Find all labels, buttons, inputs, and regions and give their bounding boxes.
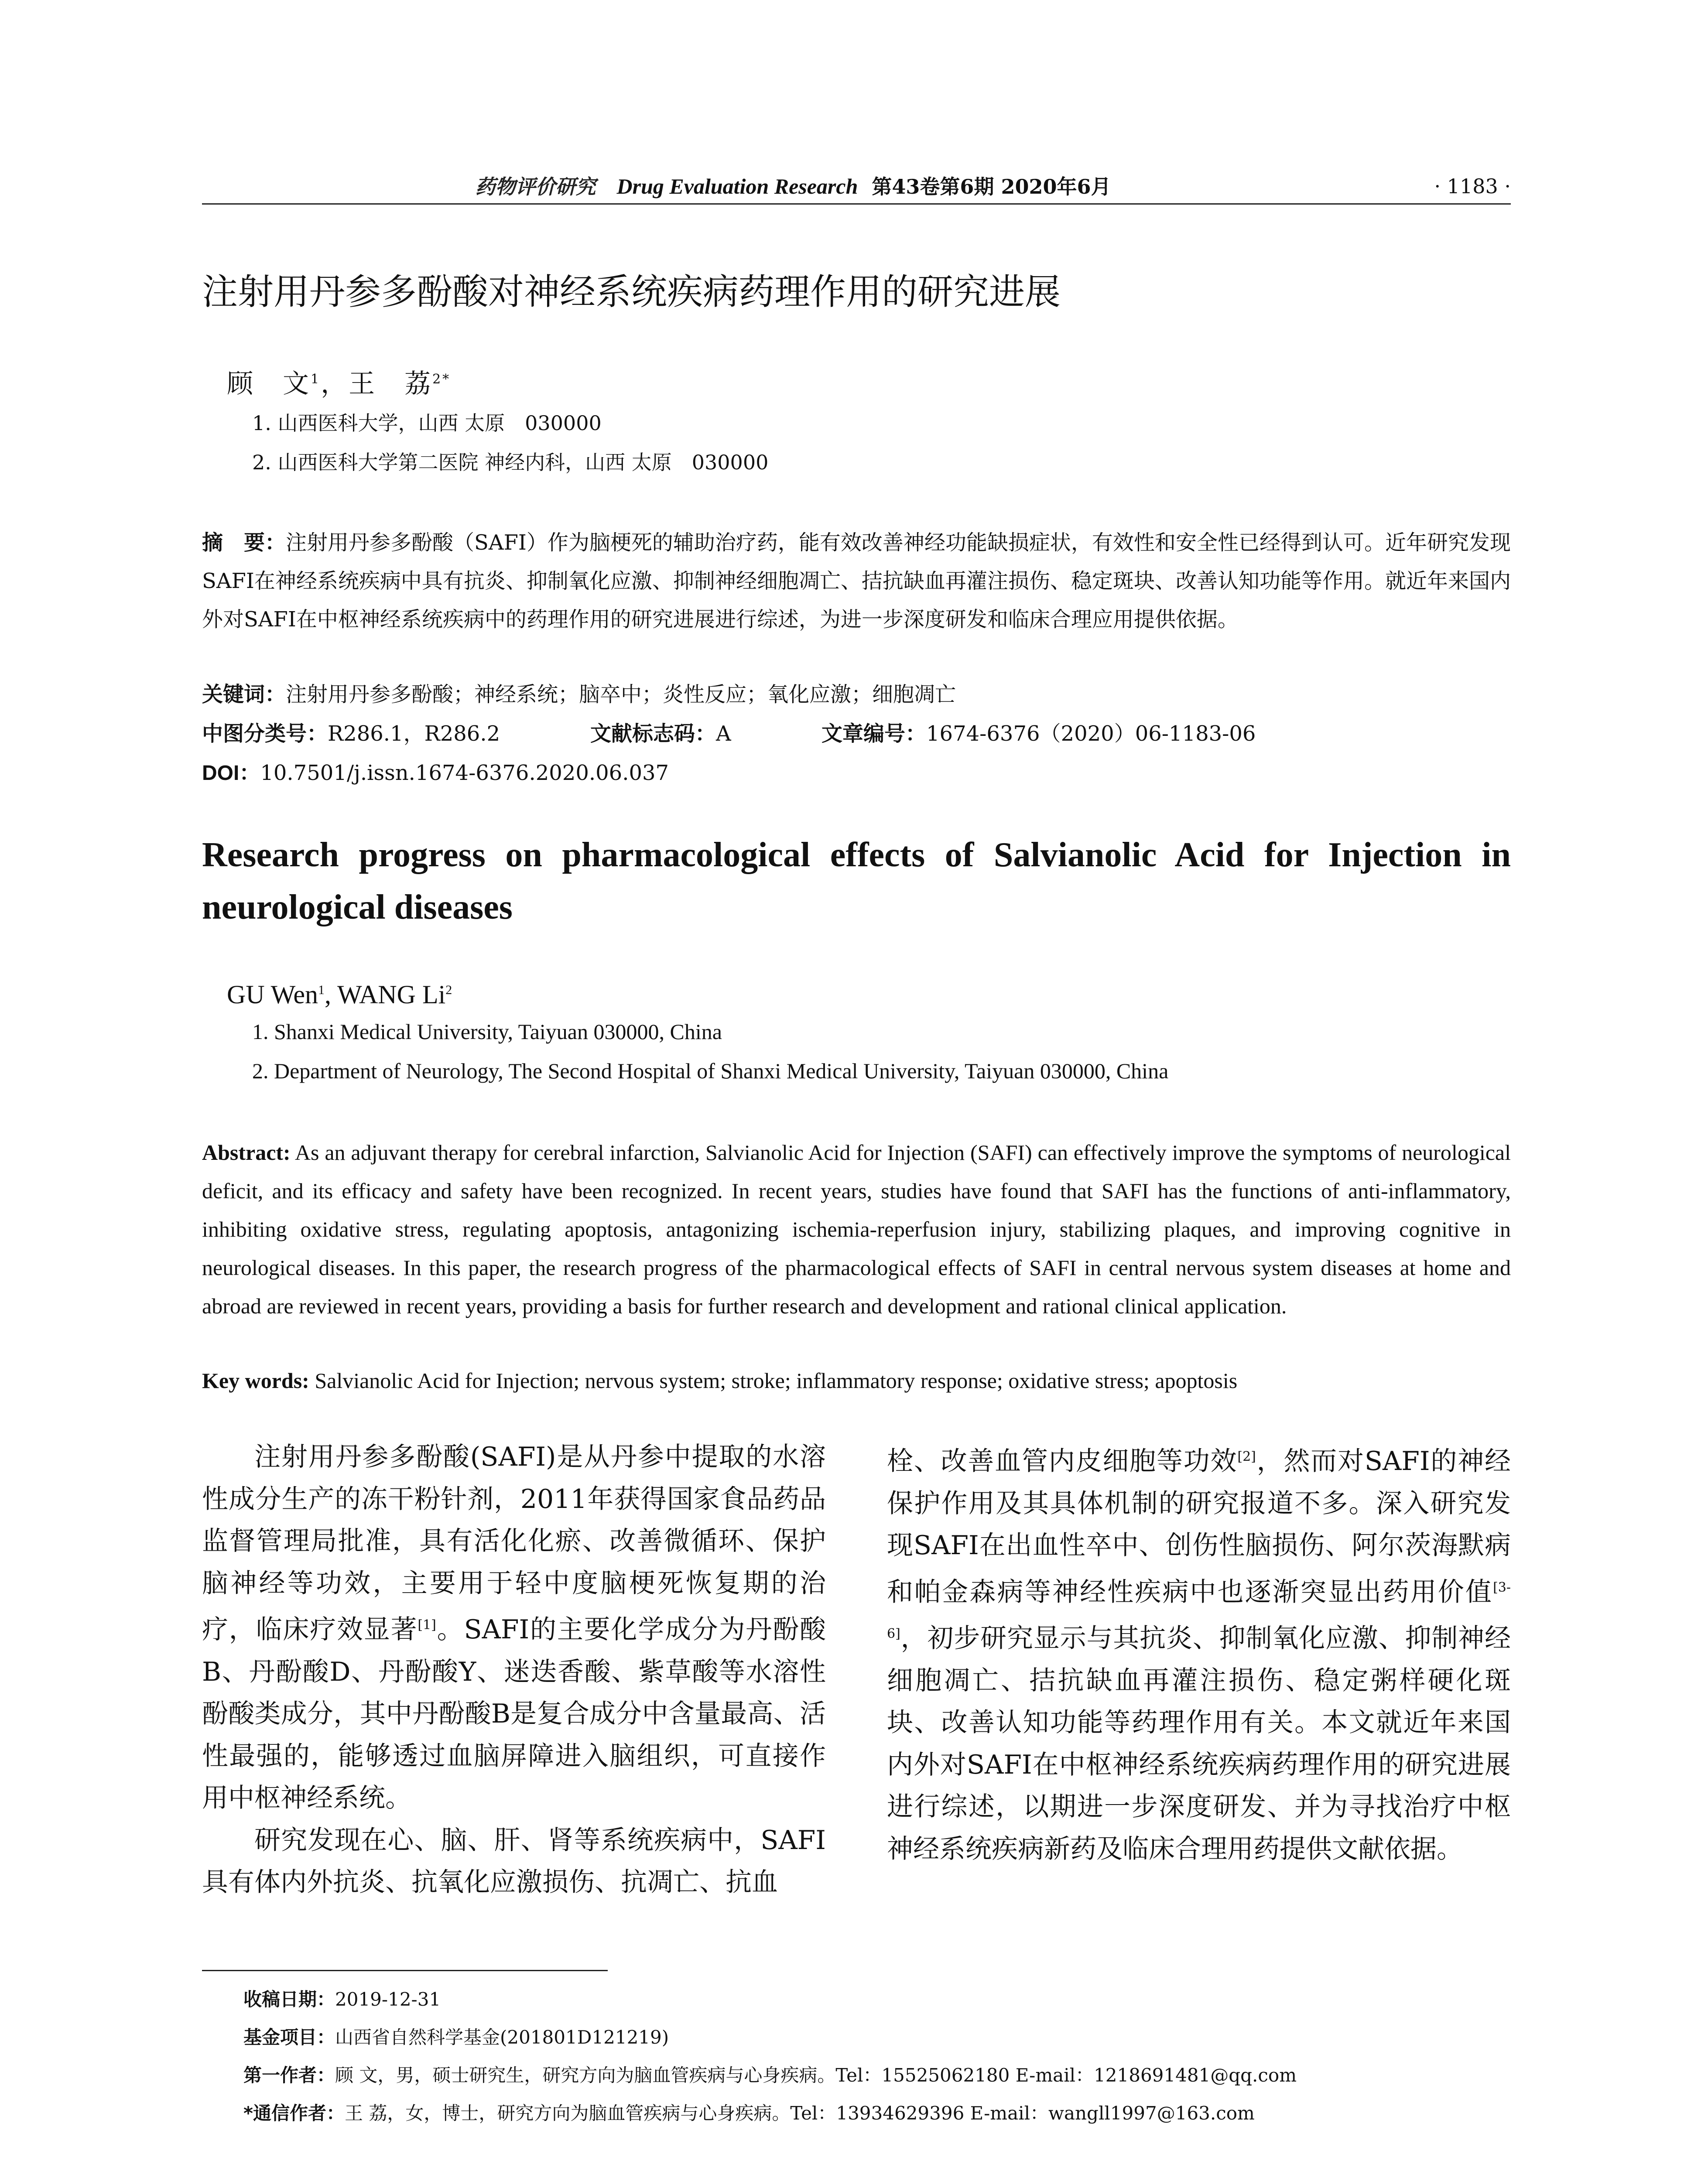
fund-value: 山西省自然科学基金(201801D121219): [335, 2027, 669, 2048]
citation-ref[interactable]: [1]: [418, 1617, 436, 1633]
corresponding-value: 王 荔，女，博士，研究方向为脑血管疾病与心身疾病。Tel：13934629396 E-mail：wangll1997@163.com: [344, 2102, 1255, 2124]
abstract-cn-label: 摘 要：: [202, 530, 286, 555]
keywords-en-label: Key words:: [202, 1368, 309, 1393]
footnote-first-author: [243, 2056, 1509, 2094]
body-text: 。SAFI的主要化学成分为丹酚酸B、丹酚酸D、丹酚酸Y、迷迭香酸、紫草酸等水溶性酚酸类成分，其中丹酚酸B是复合成分中含量最高、活性最强的，能够透过血脑屏障进入脑组织，可直接作用中枢神经系统。: [202, 1614, 826, 1813]
chinese-authors: [227, 362, 451, 401]
author-en-2: WANG Li: [337, 980, 446, 1009]
chinese-title: 注射用丹参多酚酸对神经系统疾病药理作用的研究进展: [202, 271, 1061, 313]
body-text: ，然而对SAFI的神经保护作用及其具体机制的研究报道不多。深入研究发现SAFI在出血性卒中、创伤性脑损伤、阿尔茨海默病和帕金森病等神经性疾病中也逐渐突显出药用价值: [887, 1446, 1511, 1607]
page-number: · 1183 ·: [1434, 174, 1511, 198]
abstract-en-text: As an adjuvant therapy for cerebral infarction, Salvianolic Acid for Injection (SAFI) can effectively improve the symptoms of neurological deficit, and its efficacy and safety have been recognized. In recent years, studies have found that SAFI has the functions of anti-inflammatory, inhibiting oxidative stress, regulating apoptosis, antagonizing ischemia-reperfusion injury, stabilizing plaques, and improving cognitive in neurological diseases. In this paper, the research progress of the pharmacological effects of SAFI in central nervous system diseases at home and abroad are reviewed in recent years, providing a basis for further research and development and rational clinical application.: [202, 1140, 1511, 1318]
author-en-1: GU Wen: [227, 980, 318, 1009]
clc-value: R286.1，R286.2: [328, 721, 500, 746]
english-abstract: [202, 1133, 1511, 1325]
article-id-label: 文章编号：: [821, 721, 927, 746]
classification-line: [202, 716, 1511, 751]
received-value: 2019-12-31: [335, 1989, 441, 2010]
running-header: [202, 171, 1511, 202]
author-2-sup: 2*: [432, 372, 451, 387]
abstract-en-label: Abstract:: [202, 1140, 291, 1165]
header-rule: [202, 203, 1511, 205]
footnote-rule: [202, 1970, 608, 1971]
doi-line: [202, 755, 1511, 791]
body-text: 研究发现在心、脑、肝、肾等系统疾病中，SAFI具有体内外抗炎、抗氧化应激损伤、抗凋亡、抗血: [202, 1825, 826, 1897]
author-en-2-sup: 2: [445, 983, 452, 997]
first-author-value: 顾 文，男，硕士研究生，研究方向为脑血管疾病与心身疾病。Tel：15525062180 E-mail：1218691481@qq.com: [335, 2065, 1297, 2086]
citation-ref[interactable]: [2]: [1237, 1449, 1256, 1464]
issue-info: 第43卷第6期 2020年6月: [872, 175, 1111, 198]
chinese-keywords: [202, 677, 1511, 712]
author-separator: ，: [321, 369, 349, 399]
doc-code-value: A: [716, 721, 731, 746]
author-en-separator: ,: [325, 980, 337, 1009]
journal-name: Drug Evaluation Research: [616, 174, 858, 198]
body-paragraph: [887, 1436, 1511, 1870]
clc-label: 中图分类号：: [202, 721, 328, 746]
body-paragraph: [202, 1436, 826, 1819]
footnote-fund: [243, 2018, 1509, 2056]
keywords-cn-label: 关键词：: [202, 682, 286, 707]
author-en-1-sup: 1: [318, 983, 325, 997]
body-text: 栓、改善血管内皮细胞等功效: [887, 1446, 1238, 1477]
body-paragraph: [202, 1819, 826, 1904]
body-text: ，初步研究显示与其抗炎、抑制氧化应激、抑制神经细胞凋亡、拮抗缺血再灌注损伤、稳定粥样硬化斑块、改善认知功能等药理作用有关。本文就近年来国内外对SAFI在中枢神经系统疾病药理作用的研究进展进行综述，以期进一步深度研发、并为寻找治疗中枢神经系统疾病新药及临床合理用药提供文献依据。: [887, 1623, 1511, 1864]
affiliation-cn-2: 2. 山西医科大学第二医院 神经内科，山西 太原 030000: [252, 451, 769, 474]
author-2: 王 荔: [349, 369, 433, 399]
body-column-right: [887, 1436, 1511, 1870]
body-text: 注射用丹参多酚酸(SAFI)是从丹参中提取的水溶性成分生产的冻干粉针剂，2011年获得国家食品药品监督管理局批准，具有活化化瘀、改善微循环、保护脑神经等功效，主要用于轻中度脑梗死恢复期的治疗，临床疗效显著: [202, 1442, 826, 1645]
received-label: 收稿日期：: [243, 1989, 335, 2010]
keywords-en-text: Salvianolic Acid for Injection; nervous system; stroke; inflammatory response; oxidative stress; apoptosis: [315, 1368, 1238, 1393]
citation-ref[interactable]: [3-6]: [887, 1579, 1511, 1641]
footnotes: [243, 1980, 1509, 2132]
body-column-left: [202, 1436, 826, 1904]
journal-info: [202, 171, 1384, 202]
doi-value[interactable]: 10.7501/j.issn.1674-6376.2020.06.037: [260, 761, 669, 785]
abstract-cn-text: 注射用丹参多酚酸（SAFI）作为脑梗死的辅助治疗药，能有效改善神经功能缺损症状，有效性和安全性已经得到认可。近年研究发现SAFI在神经系统疾病中具有抗炎、抑制氧化应激、抑制神经细胞凋亡、拮抗缺血再灌注损伤、稳定斑块、改善认知功能等作用。就近年来国内外对SAFI在中枢神经系统疾病中的药理作用的研究进展进行综述，为进一步深度研发和临床合理应用提供依据。: [202, 530, 1511, 632]
english-authors: [227, 973, 452, 1012]
affiliation-cn-1: 1. 山西医科大学，山西 太原 030000: [252, 411, 602, 435]
affiliation-en-2: 2. Department of Neurology, The Second Hospital of Shanxi Medical University, Taiyuan 030000, China: [252, 1059, 1169, 1083]
author-1: 顾 文: [227, 369, 311, 399]
chinese-abstract: [202, 523, 1511, 639]
first-author-label: 第一作者：: [243, 2065, 335, 2086]
english-title: Research progress on pharmacological effects of Salvianolic Acid for Injection in neurological diseases: [202, 836, 1511, 926]
corresponding-label: *通信作者：: [243, 2102, 345, 2124]
journal-logo: 药物评价研究: [475, 175, 596, 198]
fund-label: 基金项目：: [243, 2027, 335, 2048]
footnote-received: [243, 1980, 1509, 2018]
doi-label: DOI：: [202, 762, 260, 785]
affiliation-en-1: 1. Shanxi Medical University, Taiyuan 030000, China: [252, 1019, 722, 1044]
keywords-cn-text: 注射用丹参多酚酸；神经系统；脑卒中；炎性反应；氧化应激；细胞凋亡: [286, 682, 956, 707]
author-1-sup: 1: [311, 372, 321, 387]
doc-code-label: 文献标志码：: [590, 721, 716, 746]
footnote-corresponding: [243, 2094, 1509, 2132]
article-id-value: 1674-6376（2020）06-1183-06: [926, 721, 1256, 746]
english-keywords: [202, 1363, 1511, 1398]
